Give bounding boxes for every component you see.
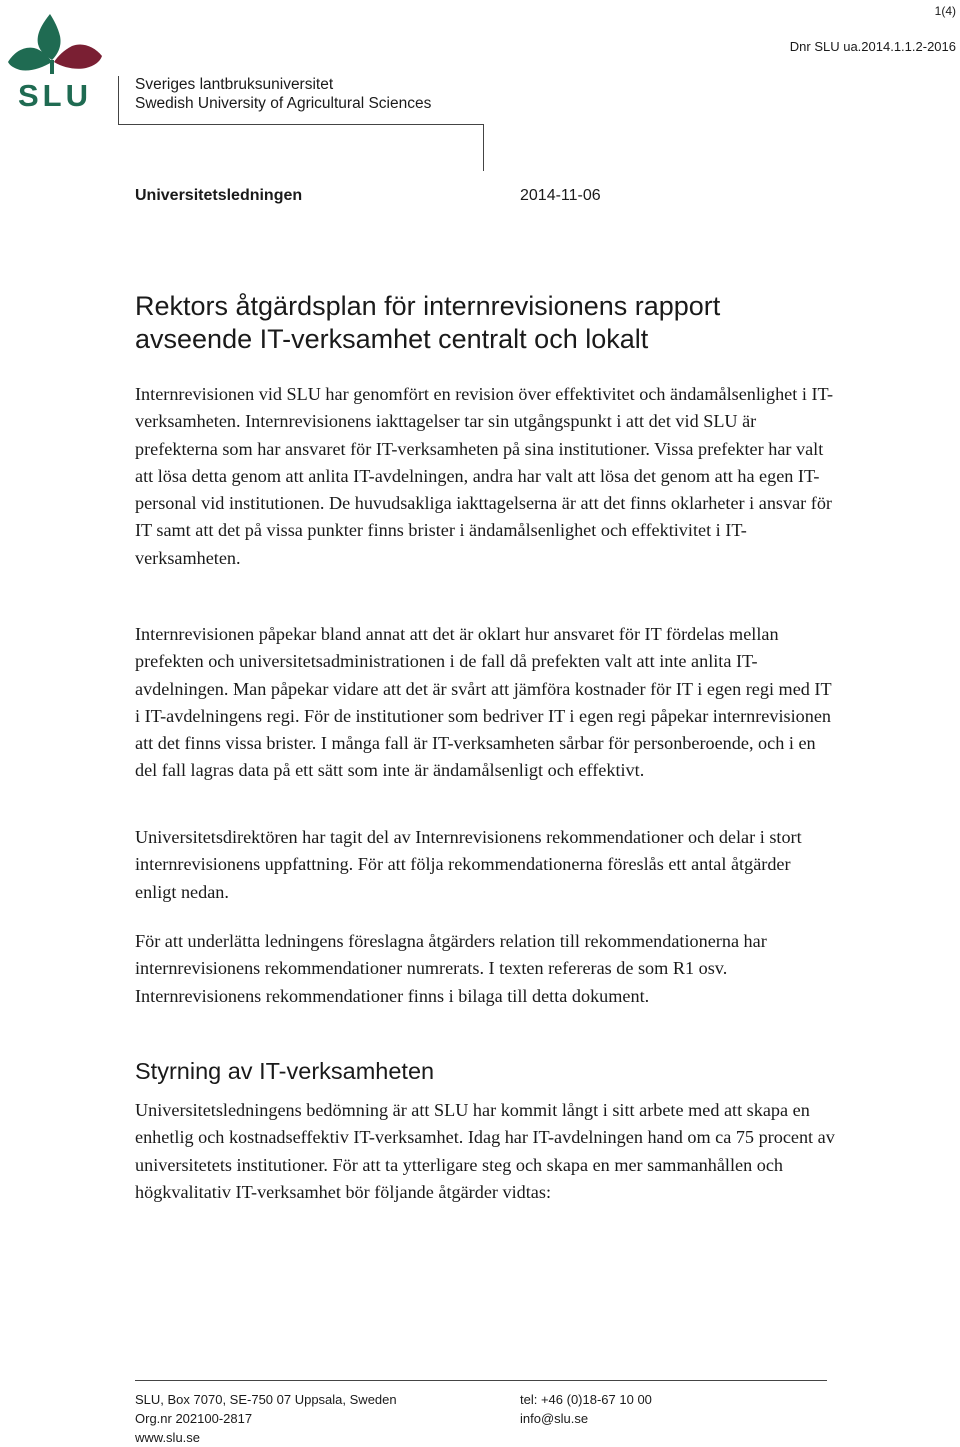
- footer-address: SLU, Box 7070, SE-750 07 Uppsala, Sweden: [135, 1392, 397, 1407]
- university-name-swedish: Sveriges lantbruksuniversitet: [135, 76, 334, 93]
- logo-stem-icon: [50, 60, 54, 74]
- slu-logo: [6, 10, 104, 110]
- section-paragraph: Universitetsledningens bedömning är att SLU har kommit långt i sitt arbete med att skapa en enhetlig och kostnadseffektiv IT-verksamhet. Idag har IT-avdelningen hand om ca 75 procent av universitetets institutioner. För att ta ytterligare steg och skapa en mer sammanhållen och högkvalitativ IT-verksamhet bör följande åtgärder vidtas:: [135, 1100, 835, 1202]
- header-divider-horizontal: [118, 124, 484, 125]
- logo-leaf-right-icon: [54, 44, 102, 68]
- university-name: [135, 75, 431, 113]
- document-date: 2014-11-06: [520, 187, 601, 204]
- body-paragraph: För att underlätta ledningens föreslagna åtgärders relation till rekommendationerna har internrevisionens rekommendationer numrerats. I texten refereras de som R1 osv. Internrevisionens rekommendationer finns i bilaga till detta dokument.: [135, 931, 767, 1006]
- document-title: [135, 290, 835, 356]
- org-unit: Universitetsledningen: [135, 187, 303, 204]
- body-paragraph: Universitetsdirektören har tagit del av Internrevisionens rekommendationer och delar i stort internrevisionens uppfattning. För att följa rekommendationerna föreslås ett antal åtgärder enligt nedan.: [135, 827, 802, 902]
- section-heading: Styrning av IT-verksamheten: [135, 1058, 435, 1084]
- logo-wordmark: SLU: [18, 78, 92, 110]
- document-title-line-1: Rektors åtgärdsplan för internrevisionens rapport: [135, 291, 721, 321]
- header-divider-vertical-left: [118, 76, 119, 125]
- footer-org-number: Org.nr 202100-2817: [135, 1411, 253, 1426]
- university-name-english: Swedish University of Agricultural Sciences: [135, 95, 432, 112]
- footer-divider: [135, 1380, 827, 1381]
- body-paragraph: Internrevisionen vid SLU har genomfört en revision över effektivitet och ändamålsenlighet i IT-verksamheten. Internrevisionens iakttagelser tar sin utgångspunkt i att det vid SLU är prefekterna som har ansvaret för IT-verksamheten på sina institutioner. Vissa prefekter har valt att lösa detta genom att anlita IT-avdelningen, andra har valt att lösa det genom att ha egen IT-personal vid institutionen. De huvudsakliga iakttagelserna är att det finns oklarheter i ansvar för IT samt att det på vissa punkter finns brister i ändamålsenlighet och effektivitet i IT-verksamheten.: [135, 384, 833, 568]
- footer-telephone: tel: +46 (0)18-67 10 00: [520, 1392, 652, 1407]
- document-title-line-2: avseende IT-verksamhet centralt och lokalt: [135, 324, 649, 354]
- footer-email-link[interactable]: info@slu.se: [520, 1411, 589, 1426]
- footer-website-link[interactable]: www.slu.se: [135, 1430, 201, 1445]
- header-divider-vertical-right: [483, 124, 484, 171]
- body-paragraph: Internrevisionen påpekar bland annat att det är oklart hur ansvaret för IT fördelas mellan prefekten och universitetsadministrationen i de fall då prefekten valt att inte anlita IT-avdelningen. Man påpekar vidare att det är svårt att jämföra kostnader för IT i egen regi med IT i IT-avdelningens regi. För de institutioner som bedriver IT i egen regi påpekar internrevisionen att det finns vissa brister. I många fall är IT-verksamheten sårbar för personberoende, och i en del fall lagras data på ett sätt som inte är ändamålsenligt och effektivt.: [135, 624, 832, 781]
- page-number: 1(4): [934, 4, 956, 18]
- document-registration-number: Dnr SLU ua.2014.1.1.2-2016: [789, 39, 956, 54]
